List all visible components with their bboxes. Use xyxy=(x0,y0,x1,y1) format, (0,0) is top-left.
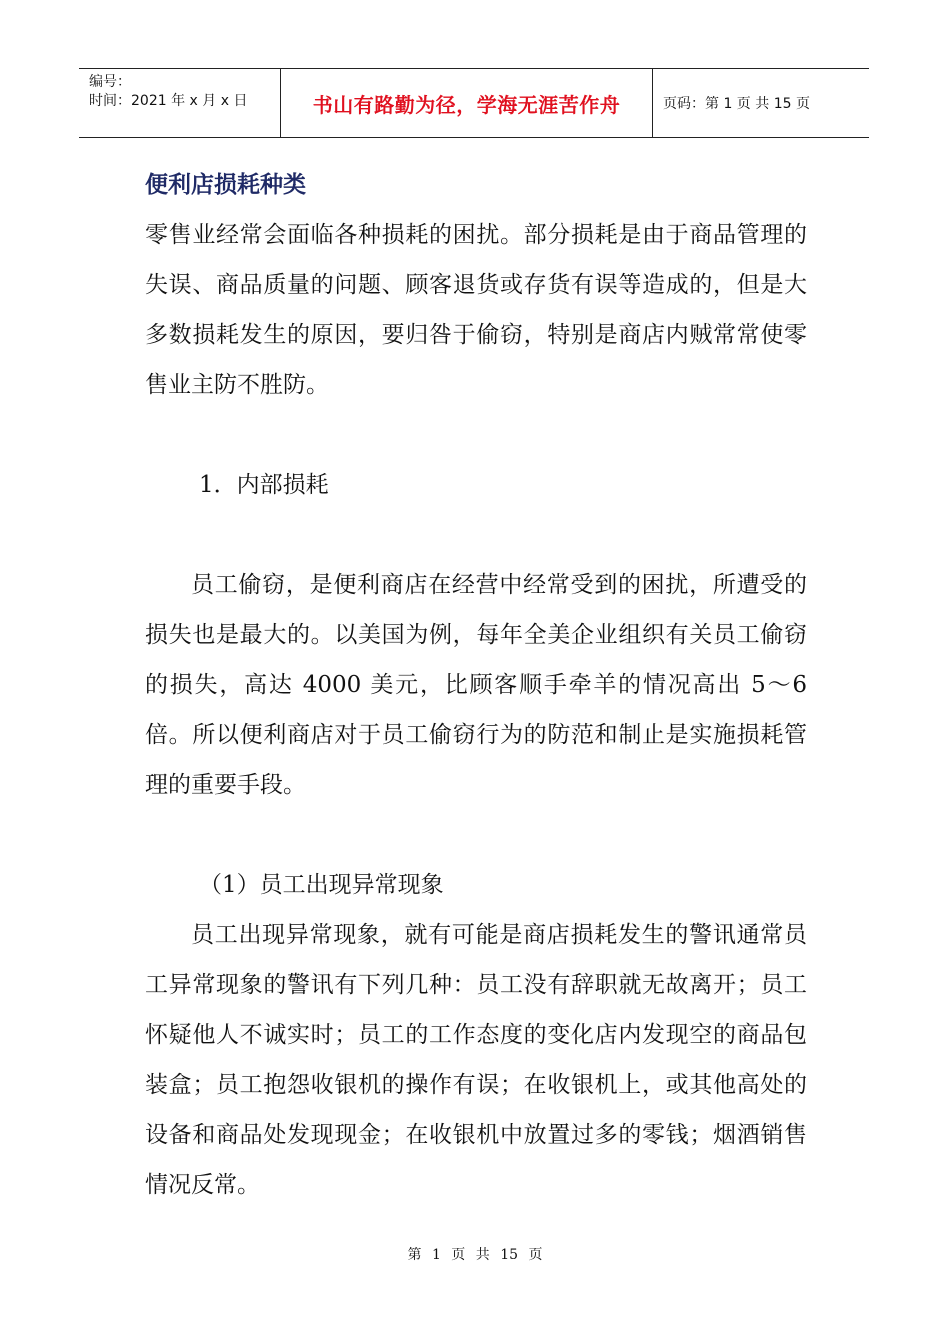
document-number-label: 编号： xyxy=(89,74,131,90)
page-footer: 第 1 页 共 15 页 xyxy=(407,1247,543,1263)
header-meta xyxy=(79,69,280,137)
spacer xyxy=(145,510,807,560)
intro-paragraph: 零售业经常会面临各种损耗的困扰。部分损耗是由于商品管理的失误、商品质量的问题、顾客退货或存货有误等造成的，但是大多数损耗发生的原因，要归咎于偷窃，特别是商店内贼常常使零售业主防不胜防。 xyxy=(145,222,807,398)
section-paragraph-employee-theft: 员工偷窃，是便利商店在经营中经常受到的困扰，所遭受的损失也是最大的。以美国为例，每年全美企业组织有关员工偷窃的损失，高达 4000 美元，比顾客顺手牵羊的情况高出 5～6 倍。所以便利商店对于员工偷窃行为的防范和制止是实施损耗管理的重要手段。 xyxy=(145,572,807,798)
page-header xyxy=(79,68,869,138)
document-body xyxy=(145,160,807,1210)
subsection-heading-abnormal: （1）员工出现异常现象 xyxy=(199,872,444,898)
section-heading-internal-loss: 1．内部损耗 xyxy=(199,472,329,498)
document-date: 时间：2021 年 x 月 x 日 xyxy=(89,93,248,109)
header-page-info: 页码：第 1 页 共 15 页 xyxy=(663,96,810,112)
document-title: 便利店损耗种类 xyxy=(145,172,306,198)
header-motto-cell xyxy=(280,69,653,137)
subsection-paragraph-abnormal: 员工出现异常现象，就有可能是商店损耗发生的警讯通常员工异常现象的警讯有下列几种：员工没有辞职就无故离开；员工怀疑他人不诚实时；员工的工作态度的变化店内发现空的商品包装盒；员工抱怨收银机的操作有误；在收银机上，或其他高处的设备和商品处发现现金；在收银机中放置过多的零钱；烟酒销售情况反常。 xyxy=(145,922,807,1198)
header-motto: 书山有路勤为径，学海无涯苦作舟 xyxy=(312,92,621,117)
spacer xyxy=(145,810,807,860)
spacer xyxy=(145,410,807,460)
